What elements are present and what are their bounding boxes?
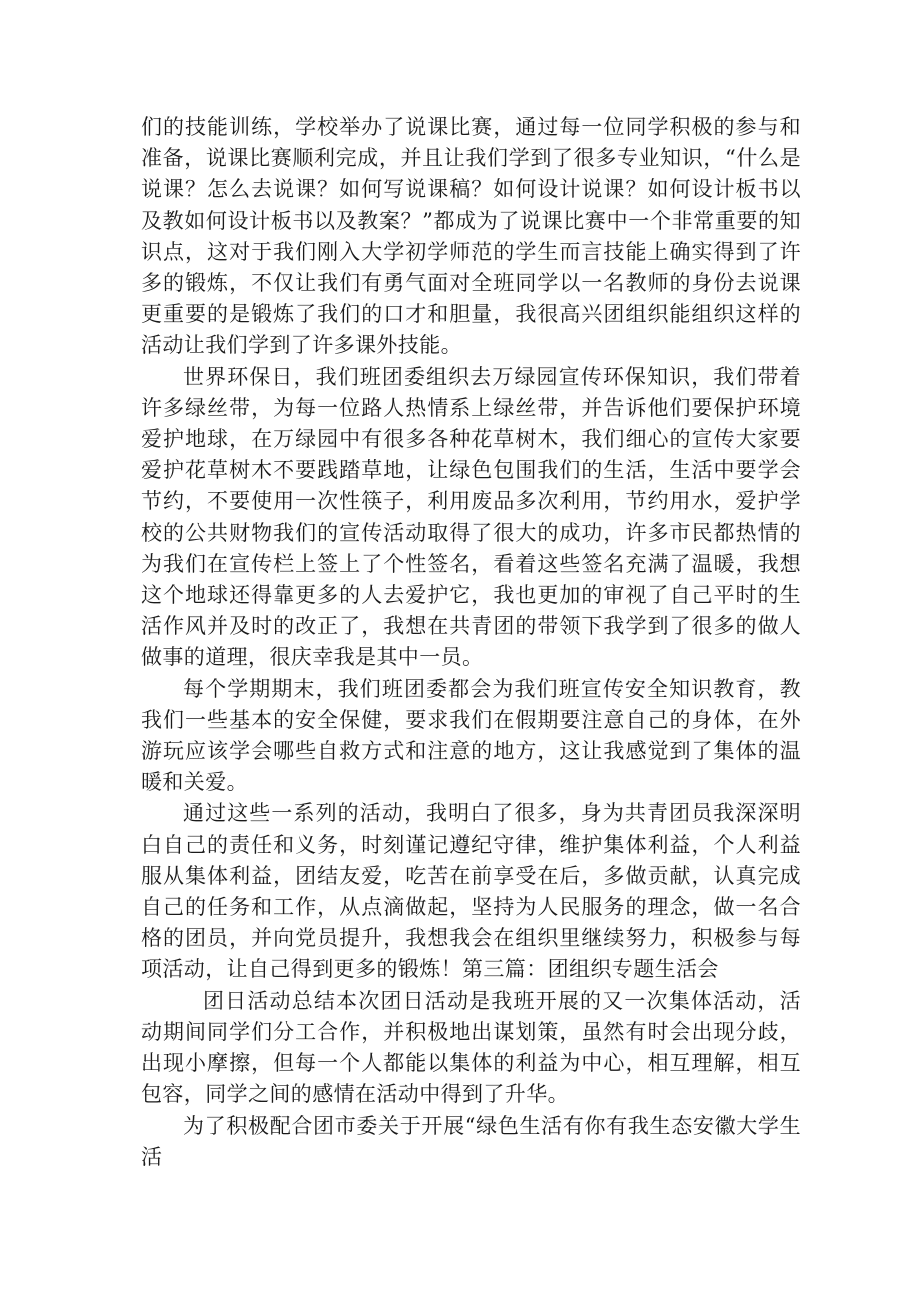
paragraph-league-day-summary: 团日活动总结本次团日活动是我班开展的又一次集体活动，活动期间同学们分工合作，并积极地出谋划策，虽然有时会出现分歧，出现小摩擦，但每一个人都能以集体的利益为中心，相互理解，相互包容，同学之间的感情在活动中得到了升华。 [141,988,801,1107]
paragraph-reflection: 通过这些一系列的活动，我明白了很多，身为共青团员我深深明白自己的责任和义务，时刻谨记遵纪守律，维护集体利益，个人利益服从集体利益，团结友爱，吃苦在前享受在后，多做贡献，认真完成自己的任务和工作，从点滴做起，坚持为人民服务的理念，做一名合格的团员，并向党员提升，我想我会在组织里继续努力，积极参与每项活动，让自己得到更多的锻炼！第三篇：团组织专题生活会 [141,801,801,982]
paragraph-environment-day: 世界环保日，我们班团委组织去万绿园宣传环保知识，我们带着许多绿丝带，为每一位路人热情系上绿丝带，并告诉他们要保护环境爱护地球，在万绿园中有很多各种花草树木，我们细心的宣传大家要爱护花草树木不要践踏草地，让绿色包围我们的生活，生活中要学会节约，不要使用一次性筷子，利用废品多次利用，节约用水，爱护学校的公共财物我们的宣传活动取得了很大的成功，许多市民都热情的为我们在宣传栏上签上了个性签名，看着这些签名充满了温暖，我想这个地球还得靠更多的人去爱护它，我也更加的审视了自己平时的生活作风并及时的改正了，我想在共青团的带领下我学到了很多的做人做事的道理，很庆幸我是其中一员。 [141,364,801,670]
paragraph-green-life: 为了积极配合团市委关于开展“绿色生活有你有我生态安徽大学生活 [141,1113,801,1169]
document-body [141,112,801,1173]
paragraph-safety-education: 每个学期期末，我们班团委都会为我们班宣传安全知识教育，教我们一些基本的安全保健，要求我们在假期要注意自己的身体，在外游玩应该学会哪些自救方式和注意的地方，这让我感觉到了集体的温暖和关爱。 [141,676,801,795]
paragraph-skills-training: 们的技能训练，学校举办了说课比赛，通过每一位同学积极的参与和准备，说课比赛顺利完成，并且让我们学到了很多专业知识，“什么是说课？怎么去说课？如何写说课稿？如何设计说课？如何设计板书以及教如何设计板书以及教案？”都成为了说课比赛中一个非常重要的知识点，这对于我们刚入大学初学师范的学生而言技能上确实得到了许多的锻炼，不仅让我们有勇气面对全班同学以一名教师的身份去说课更重要的是锻炼了我们的口才和胆量，我很高兴团组织能组织这样的活动让我们学到了许多课外技能。 [141,115,801,358]
